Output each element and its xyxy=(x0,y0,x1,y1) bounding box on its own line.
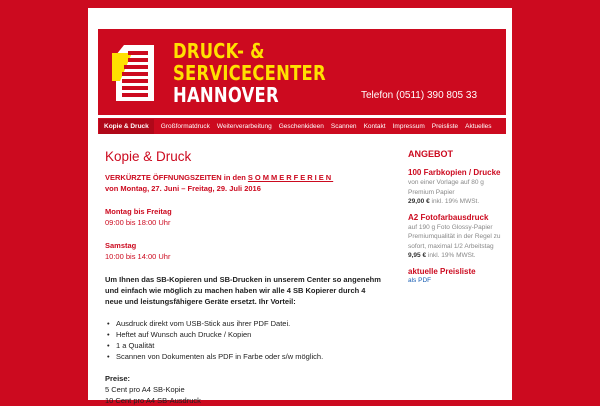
nav-item-impressum[interactable]: Impressum xyxy=(392,122,425,130)
summer-holidays-link[interactable]: SOMMERFERIEN xyxy=(247,173,334,182)
offer-title: A2 Fotofarbausdruck xyxy=(408,212,489,222)
saturday-hours-block xyxy=(105,240,385,262)
nav-item-kopie-druck[interactable]: Kopie & Druck xyxy=(99,119,154,134)
weekday-label: Montag bis Freitag xyxy=(105,207,172,216)
intro-paragraph: Um Ihnen das SB-Kopieren und SB-Drucken in unserem Center so angenehm und einfach wie möglich zu machen haben wir alle 4 SB Kopierer durch 4 neue und leistungsfähigere Geräte ersetzt. Ihr Vorteil: xyxy=(105,275,381,306)
notice-date-range: von Montag, 27. Juni – Freitag, 29. Juli 2016 xyxy=(105,184,261,193)
offer-a2-photo-print xyxy=(408,213,508,261)
list-item: • Heftet auf Wunsch auch Drucke / Kopien xyxy=(107,329,385,340)
nav-item-weiterverarbeitung[interactable]: Weiterverarbeitung xyxy=(216,122,272,130)
phone-number: Telefon (0511) 390 805 33 xyxy=(361,90,478,101)
list-item: • Scannen von Dokumenten als PDF in Farbe oder s/w möglich. xyxy=(107,351,385,362)
offer-text: auf 190 g Foto Glossy-Papier Premiumqualität in der Regel zu sofort, maximal 1/2 Arbeitstag xyxy=(408,223,501,250)
nav-item-scannen[interactable]: Scannen xyxy=(330,122,357,130)
main-navigation xyxy=(98,118,506,134)
offer-description xyxy=(408,178,508,207)
price-line: 10 Cent pro A4 SB-Ausdruck xyxy=(105,396,201,405)
offers-sidebar xyxy=(408,149,508,290)
offer-tax: inkl. 19% MWSt. xyxy=(429,198,480,205)
nav-item-kontakt[interactable]: Kontakt xyxy=(363,122,386,130)
nav-item-aktuelles[interactable]: Aktuelles xyxy=(465,122,492,130)
prices-block xyxy=(105,373,385,406)
pricelist-title: aktuelle Preisliste xyxy=(408,266,476,276)
page-container xyxy=(88,8,512,405)
brand-line-2: SERVICECENTER xyxy=(173,61,326,85)
opening-hours-notice xyxy=(105,172,385,194)
prices-label: Preise: xyxy=(105,374,131,383)
brand-line-1: DRUCK- & xyxy=(173,39,265,63)
saturday-hours: 10:00 bis 14:00 Uhr xyxy=(105,252,171,261)
saturday-label: Samstag xyxy=(105,241,137,250)
weekday-hours: 09:00 bis 18:00 Uhr xyxy=(105,218,171,227)
sidebar-heading: ANGEBOT xyxy=(408,149,453,159)
price-line: 5 Cent pro A4 SB-Kopie xyxy=(105,385,185,394)
pricelist-pdf-link[interactable]: als PDF xyxy=(408,276,432,284)
offer-price: 9,95 € xyxy=(408,252,427,259)
notice-prefix: VERKÜRZTE ÖFFNUNGSZEITEN in den xyxy=(105,173,248,182)
advantages-list xyxy=(105,318,385,362)
nav-item-preisliste[interactable]: Preisliste xyxy=(431,122,459,130)
weekday-hours-block xyxy=(105,206,385,228)
offer-price: 29,00 € xyxy=(408,198,430,205)
document-logo-icon[interactable] xyxy=(110,43,158,103)
site-header xyxy=(98,29,506,115)
page-title: Kopie & Druck xyxy=(105,149,192,164)
pricelist-block xyxy=(408,267,508,284)
offer-color-copies xyxy=(408,168,508,207)
list-item: • 1 a Qualität xyxy=(107,340,385,351)
list-item: • Ausdruck direkt vom USB-Stick aus ihrer PDF Datei. xyxy=(107,318,385,329)
offer-text: von einer Vorlage auf 80 g Premium Papier xyxy=(408,179,484,196)
brand-line-3: HANNOVER xyxy=(173,83,279,107)
nav-item-grossformatdruck[interactable]: Großformatdruck xyxy=(160,122,210,130)
offer-description xyxy=(408,223,508,261)
main-content xyxy=(105,149,385,406)
nav-item-geschenkideen[interactable]: Geschenkideen xyxy=(278,122,324,130)
offer-title: 100 Farbkopien / Drucke xyxy=(408,168,501,177)
offer-tax: inkl. 19% MWSt. xyxy=(426,252,476,259)
